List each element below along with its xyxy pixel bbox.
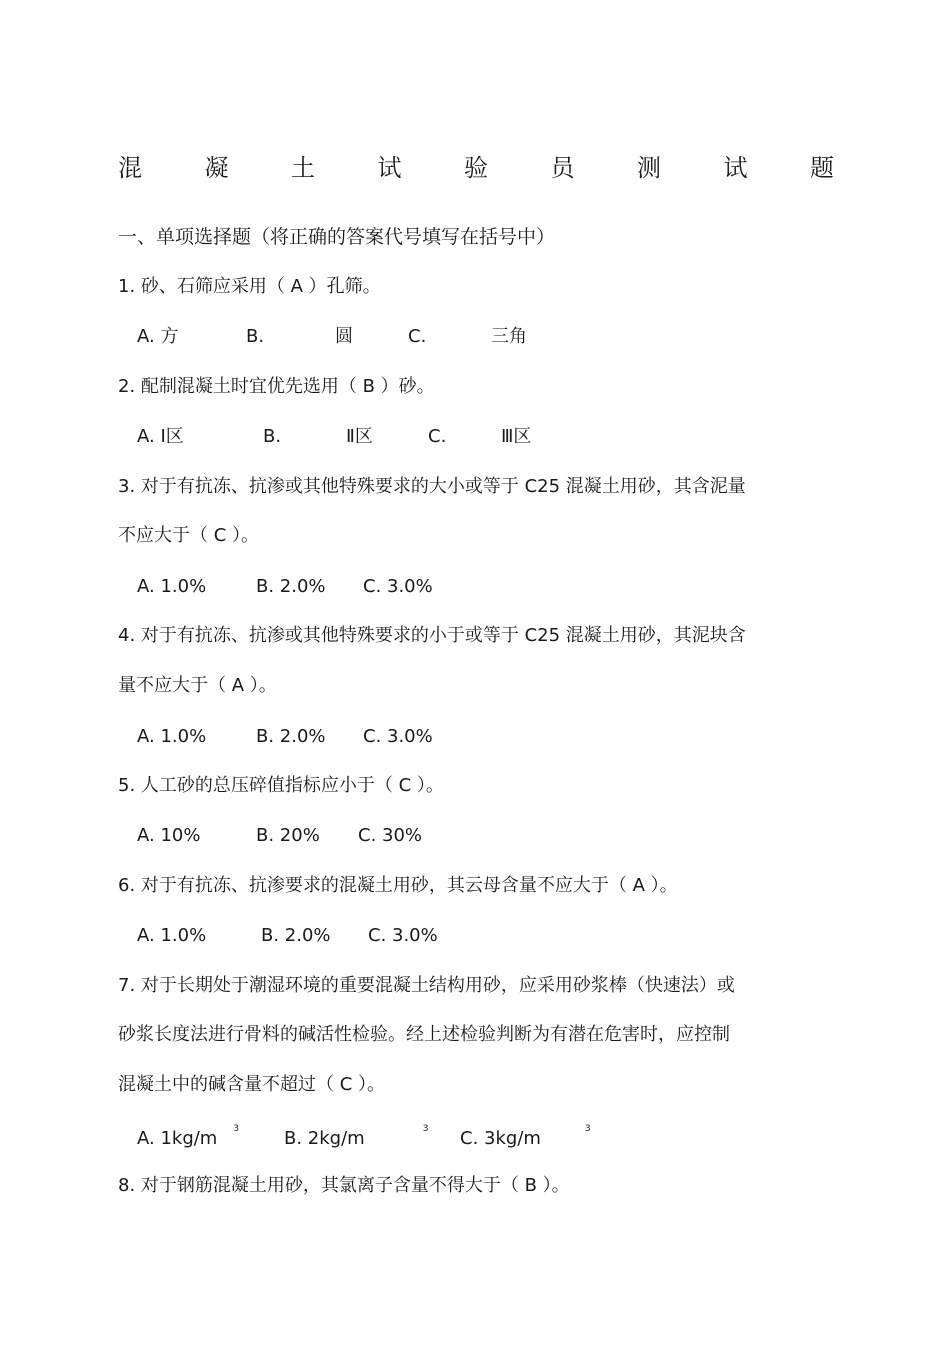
option-c: C.: [408, 326, 427, 347]
option-c-text: Ⅲ区: [501, 426, 532, 447]
question-4-line-2: 量不应大于（ A ）。: [118, 675, 277, 696]
superscript-3: 3: [584, 1124, 591, 1134]
section-heading: 一、单项选择题（将正确的答案代号填写在括号中）: [118, 226, 556, 248]
question-8: 8. 对于钢筋混凝土用砂，其氯离子含量不得大于（ B ）。: [118, 1175, 570, 1196]
question-7-line-3: 混凝土中的碱含量不超过（ C ）。: [118, 1074, 386, 1095]
option-b: B. 2.0%: [261, 925, 331, 946]
option-c: [460, 1122, 591, 1152]
option-c: C. 30%: [358, 825, 423, 846]
title-char: 试: [377, 154, 402, 182]
question-1: 1. 砂、石筛应采用（ A ）孔筛。: [118, 276, 381, 297]
option-c-text: C. 3kg/m: [460, 1128, 541, 1149]
option-a: [137, 1122, 239, 1152]
option-c: C.: [428, 426, 447, 447]
option-b-text: Ⅱ区: [346, 426, 373, 447]
option-b: B. 2.0%: [256, 726, 326, 747]
question-7-line-2: 砂浆长度法进行骨料的碱活性检验。经上述检验判断为有潜在危害时，应控制: [118, 1024, 730, 1045]
option-a: A. 1.0%: [137, 925, 207, 946]
option-b: B. 20%: [256, 825, 320, 846]
option-a: A. 方: [137, 326, 179, 347]
option-c: C. 3.0%: [363, 576, 433, 597]
page-title: [118, 150, 834, 186]
title-char: 验: [464, 154, 488, 182]
question-6: 6. 对于有抗冻、抗渗要求的混凝土用砂，其云母含量不应大于（ A ）。: [118, 875, 678, 896]
question-7-line-1: 7. 对于长期处于潮湿环境的重要混凝土结构用砂，应采用砂浆棒（快速法）或: [118, 975, 735, 996]
title-char: 题: [810, 154, 834, 182]
option-a: A. 10%: [137, 825, 201, 846]
title-char: 员: [550, 154, 575, 182]
title-char: 土: [291, 154, 315, 182]
title-char: 混: [118, 154, 142, 182]
option-b: B. 2.0%: [256, 576, 326, 597]
option-c: C. 3.0%: [363, 726, 433, 747]
title-char: 凝: [204, 154, 229, 182]
question-5: 5. 人工砂的总压碎值指标应小于（ C ）。: [118, 775, 444, 796]
question-2: 2. 配制混凝土时宜优先选用（ B ）砂。: [118, 376, 435, 397]
option-a: A. 1.0%: [137, 576, 207, 597]
question-3-line-2: 不应大于（ C ）。: [118, 525, 260, 546]
option-a: A. 1.0%: [137, 726, 207, 747]
option-c: C. 3.0%: [368, 925, 438, 946]
option-a: A. Ⅰ区: [137, 426, 184, 447]
title-char: 试: [723, 154, 748, 182]
question-4-line-1: 4. 对于有抗冻、抗渗或其他特殊要求的小于或等于 C25 混凝土用砂，其泥块含: [118, 625, 746, 646]
option-b-text: 圆: [335, 326, 353, 347]
option-b-text: B. 2kg/m: [284, 1128, 365, 1149]
superscript-3: 3: [233, 1124, 240, 1134]
option-a-text: A. 1kg/m: [137, 1128, 218, 1149]
superscript-3: 3: [422, 1124, 429, 1134]
title-char: 测: [637, 154, 661, 182]
option-b: [284, 1122, 428, 1152]
option-b: B.: [246, 326, 265, 347]
option-b: B.: [263, 426, 282, 447]
question-3-line-1: 3. 对于有抗冻、抗渗或其他特殊要求的大小或等于 C25 混凝土用砂，其含泥量: [118, 476, 746, 497]
option-c-text: 三角: [491, 326, 527, 347]
